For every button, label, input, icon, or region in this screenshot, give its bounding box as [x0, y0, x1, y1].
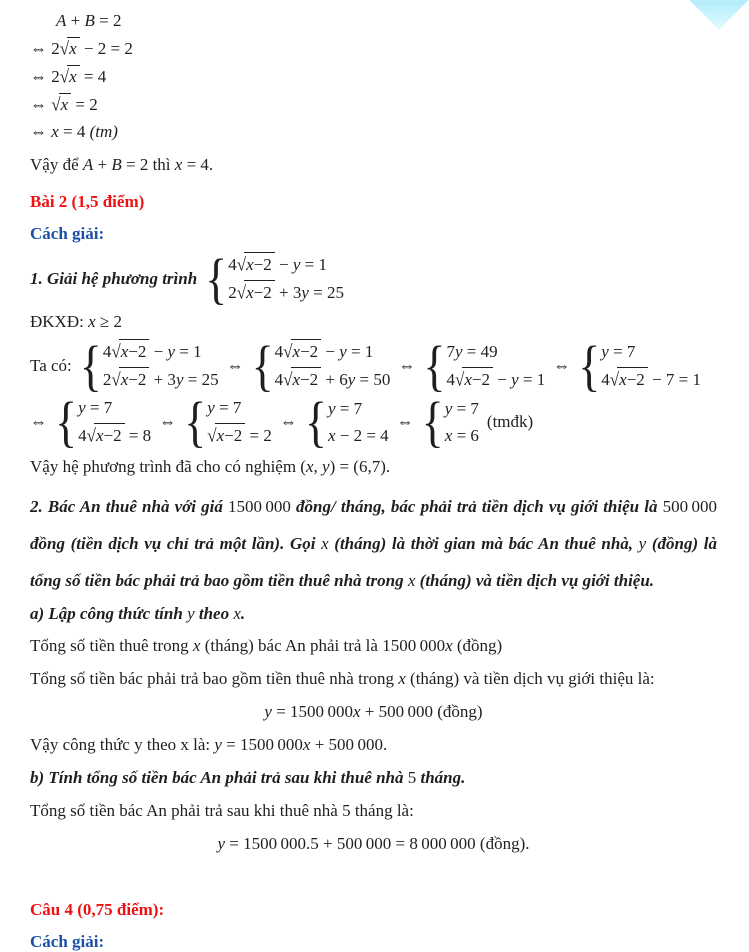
math-variable: x: [60, 95, 69, 114]
sqrt-radicand: x−2: [119, 367, 150, 392]
math-variable: x: [398, 669, 406, 688]
part-a-line-1: Tổng số tiền thuê trong x (tháng) bác An phải trả là 1500 000x (đồng): [30, 636, 503, 655]
math-variable: x: [246, 283, 254, 302]
math-number: 500 000: [662, 497, 718, 516]
sqrt-symbol: √: [59, 66, 70, 87]
sqrt-expression: [237, 280, 275, 305]
method-heading-1: Cách giải:: [30, 224, 105, 243]
math-variable: x: [174, 155, 183, 174]
sqrt-symbol: √: [283, 369, 293, 390]
section-heading-cau-4: Câu 4 (0,75 điểm):: [30, 900, 165, 919]
math-variable: x: [95, 426, 104, 445]
math-variable: x: [192, 636, 201, 655]
math-variable: y: [339, 342, 347, 361]
math-variable: x: [292, 370, 301, 389]
equation-system: [79, 333, 219, 396]
conclusion-line-system: Vậy hệ phương trình đã cho có nghiệm (x, y) = (6,7).: [30, 457, 391, 476]
system-brace: {: [251, 333, 274, 396]
sqrt-expression: [455, 367, 493, 392]
system-equation-line: y = 7: [601, 341, 636, 361]
math-variable: y: [601, 341, 609, 361]
math-variable: y: [322, 457, 330, 476]
problem-2-statement: 2. Bác An thuê nhà với giá 1500 000 đồng/ tháng, bác phải trả tiền dịch vụ giới thiệu là 500 000 đồng (tiền dịch vụ chỉ trả một lần). Gọi x (tháng) là thời gian mà bác An thuê nhà, y (đồng) là tổng số tiền bác phải trả bao gồm tiền thuê nhà trong x (tháng) và tiền dịch vụ giới thiệu.: [30, 497, 718, 590]
math-variable: y: [347, 370, 356, 389]
math-variable: y: [78, 398, 86, 417]
equation-system: [251, 333, 391, 396]
system-equation-line: 4√x−2 − y = 1: [275, 339, 391, 364]
sqrt-symbol: √: [236, 282, 247, 303]
system-brace: {: [79, 333, 102, 396]
math-variable: x: [619, 369, 627, 389]
problem-1-statement: [30, 246, 717, 309]
sqrt-radicand: x−2: [244, 280, 275, 305]
sqrt-expression: [87, 423, 125, 448]
system-equation-line: 4√x−2 − 7 = 1: [601, 367, 701, 392]
equation-step-4: ⇔ x = 4 (tm): [30, 122, 118, 141]
math-variable: y: [301, 283, 309, 302]
system-lines: [103, 339, 219, 392]
sqrt-radicand: x−2: [244, 252, 275, 277]
sqrt-expression: [283, 367, 321, 392]
system-equation-line: y = 7: [444, 398, 479, 418]
math-variable: y: [187, 604, 195, 623]
system-brace: {: [55, 390, 78, 453]
math-variable: x: [120, 370, 129, 389]
math-variable: A: [82, 155, 94, 174]
math-variable: x: [407, 571, 416, 590]
system-lines: [78, 396, 151, 448]
math-variable: y: [214, 735, 222, 754]
equation-a-plus-b: A + B = 2: [56, 11, 122, 30]
math-variable: x: [292, 342, 301, 361]
system-equation-line: y = 7: [78, 398, 113, 417]
system-lines: [228, 252, 344, 305]
math-variable: y: [175, 370, 184, 389]
system-equation-line: 4√x−2 + 6y = 50: [275, 367, 391, 392]
math-number: 1500 000: [228, 497, 291, 516]
math-variable: x: [69, 67, 77, 86]
problem-1-label: 1. Giải hệ phương trình: [30, 268, 198, 288]
sqrt-expression: [60, 37, 80, 59]
conclusion-line-x-equals-4: Vậy để A + B = 2 thì x = 4.: [30, 155, 214, 174]
equation-system: [55, 390, 152, 453]
sqrt-symbol: √: [111, 341, 121, 362]
math-variable: y: [444, 398, 453, 418]
sqrt-symbol: √: [59, 38, 70, 59]
math-variable: y: [217, 834, 226, 853]
math-variable: x: [327, 425, 336, 445]
sqrt-expression: [237, 252, 275, 277]
sqrt-expression: [60, 65, 80, 87]
math-variable: x: [69, 39, 77, 58]
math-variable: y: [638, 534, 647, 553]
system-brace: {: [421, 390, 444, 453]
part-b-centered-equation: y = 1500 000.5 + 500 000 = 8 000 000 (đồng).: [217, 834, 530, 853]
math-variable: x: [444, 425, 453, 445]
part-a-centered-equation: y = 1500 000x + 500 000 (đồng): [264, 702, 483, 721]
equation-system: [205, 246, 344, 309]
math-variable: y: [327, 398, 336, 418]
system-lines: [275, 339, 391, 392]
part-b-line-1: Tổng số tiền bác An phải trả sau khi thuê nhà 5 tháng là:: [30, 801, 414, 820]
part-a-heading: a) Lập công thức tính y theo x.: [30, 604, 246, 623]
system-lines: [328, 397, 389, 448]
math-variable: x: [51, 122, 59, 141]
math-variable: x: [246, 255, 254, 274]
equation-step-3: ⇔ √x = 2: [30, 94, 98, 115]
system-brace: {: [304, 390, 327, 453]
sqrt-symbol: √: [111, 369, 121, 390]
math-variable: (tm): [89, 122, 118, 141]
sqrt-symbol: √: [207, 425, 217, 446]
sqrt-expression: [111, 339, 149, 364]
system-equation-line: x − 2 = 4: [327, 425, 389, 445]
sqrt-symbol: √: [283, 341, 293, 362]
math-variable: x: [120, 342, 129, 361]
sqrt-radicand: x−2: [215, 423, 246, 448]
system-equation-line: 2√x−2 + 3y = 25: [103, 367, 219, 392]
part-b-heading: b) Tính tổng số tiền bác An phải trả sau khi thuê nhà 5 tháng.: [30, 768, 466, 787]
system-lines: [446, 340, 545, 392]
math-number: 5: [407, 768, 417, 787]
problem-1-system: [205, 246, 344, 309]
solution-chain-row-1: Ta có: { 4√x−2 − y = 1 2√x−2 + 3y = 25 ⇔ { 4√x−2 − y = 1 4√x−2 + 6y = 50 ⇔ { 7y = 49 4√x−2 − y = 1 ⇔ { y = 7 4√x−2 − 7 = 1: [30, 333, 701, 396]
system-brace: {: [205, 246, 228, 309]
system-lines: [601, 340, 701, 392]
math-variable: x: [305, 457, 314, 476]
math-variable: y: [264, 702, 272, 721]
system-equation-line: 4√x−2 = 8: [78, 423, 151, 448]
system-brace: {: [184, 390, 207, 453]
equation-system: [184, 390, 272, 453]
part-a-conclusion: Vậy công thức y theo x là: y = 1500 000x + 500 000.: [30, 735, 388, 754]
sqrt-symbol: √: [51, 94, 61, 115]
section-heading-bai-2: Bài 2 (1,5 điểm): [30, 192, 145, 211]
math-variable: x: [321, 534, 329, 553]
sqrt-symbol: √: [86, 425, 96, 446]
sqrt-radicand: x−2: [119, 339, 150, 364]
sqrt-radicand: x−2: [462, 367, 493, 392]
method-heading-2: Cách giải:: [30, 932, 105, 951]
system-equation-line: 4√x−2 − y = 1: [103, 339, 219, 364]
system-equation-line: 4√x−2 − y = 1: [446, 367, 545, 392]
math-variable: y: [167, 342, 175, 361]
math-variable: B: [111, 155, 122, 174]
sqrt-expression: [111, 367, 149, 392]
math-variable: x: [216, 426, 225, 445]
sqrt-radicand: x−2: [291, 339, 322, 364]
system-equation-line: 7y = 49: [446, 341, 498, 361]
system-brace: {: [578, 333, 601, 396]
part-a-line-2: Tổng số tiền bác phải trả bao gồm tiền thuê nhà trong x (tháng) và tiền dịch vụ giới thiệu là:: [30, 669, 655, 688]
system-equation-line: 4√x−2 − y = 1: [228, 252, 344, 277]
system-lines: [207, 396, 272, 448]
system-equation-line: y = 7: [327, 398, 363, 418]
math-variable: B: [84, 11, 95, 30]
math-variable: y: [454, 341, 463, 361]
math-variable: x: [233, 604, 241, 623]
equation-system: [304, 390, 389, 453]
math-variable: y: [207, 398, 215, 417]
blank-gap: [30, 866, 717, 900]
math-variable: x: [302, 735, 311, 754]
math-variable: A: [56, 11, 67, 30]
domain-condition-line: ĐKXĐ: x ≥ 2: [30, 312, 122, 331]
math-variable: x: [352, 702, 361, 721]
math-variable: x: [445, 636, 453, 655]
system-equation-line: x = 6: [444, 425, 479, 445]
sqrt-expression: [283, 339, 321, 364]
sqrt-expression: [610, 367, 648, 392]
system-lines: [445, 397, 479, 448]
system-equation-line: 2√x−2 + 3y = 25: [228, 280, 344, 305]
equation-block-top: [30, 10, 717, 142]
system-brace: {: [423, 333, 446, 396]
sqrt-symbol: √: [609, 368, 620, 390]
sqrt-radicand: x−2: [617, 367, 648, 392]
system-equation-line: y = 7: [207, 398, 242, 417]
sqrt-symbol: √: [454, 368, 465, 390]
equation-system: [578, 333, 701, 396]
sqrt-radicand: x−2: [94, 423, 125, 448]
sqrt-expression: [207, 423, 245, 448]
equation-system: [421, 390, 479, 453]
equation-step-2: ⇔ 2√x = 4: [30, 66, 107, 87]
sqrt-symbol: √: [236, 254, 247, 275]
system-equation-line: √x−2 = 2: [207, 423, 272, 448]
sqrt-radicand: x−2: [291, 367, 322, 392]
equation-step-1: ⇔ 2√x − 2 = 2: [30, 38, 133, 59]
equation-system: [423, 333, 546, 396]
math-variable: y: [292, 255, 301, 274]
math-variable: x: [88, 312, 96, 331]
math-variable: y: [511, 369, 519, 389]
solution-chain-row-2: ⇔ { y = 7 4√x−2 = 8 ⇔ { y = 7 √x−2 = 2 ⇔ { y = 7 x − 2 = 4 ⇔ { y = 7 x = 6 (tmđk): [30, 390, 534, 453]
sqrt-expression: [51, 93, 71, 115]
math-variable: x: [464, 369, 472, 389]
